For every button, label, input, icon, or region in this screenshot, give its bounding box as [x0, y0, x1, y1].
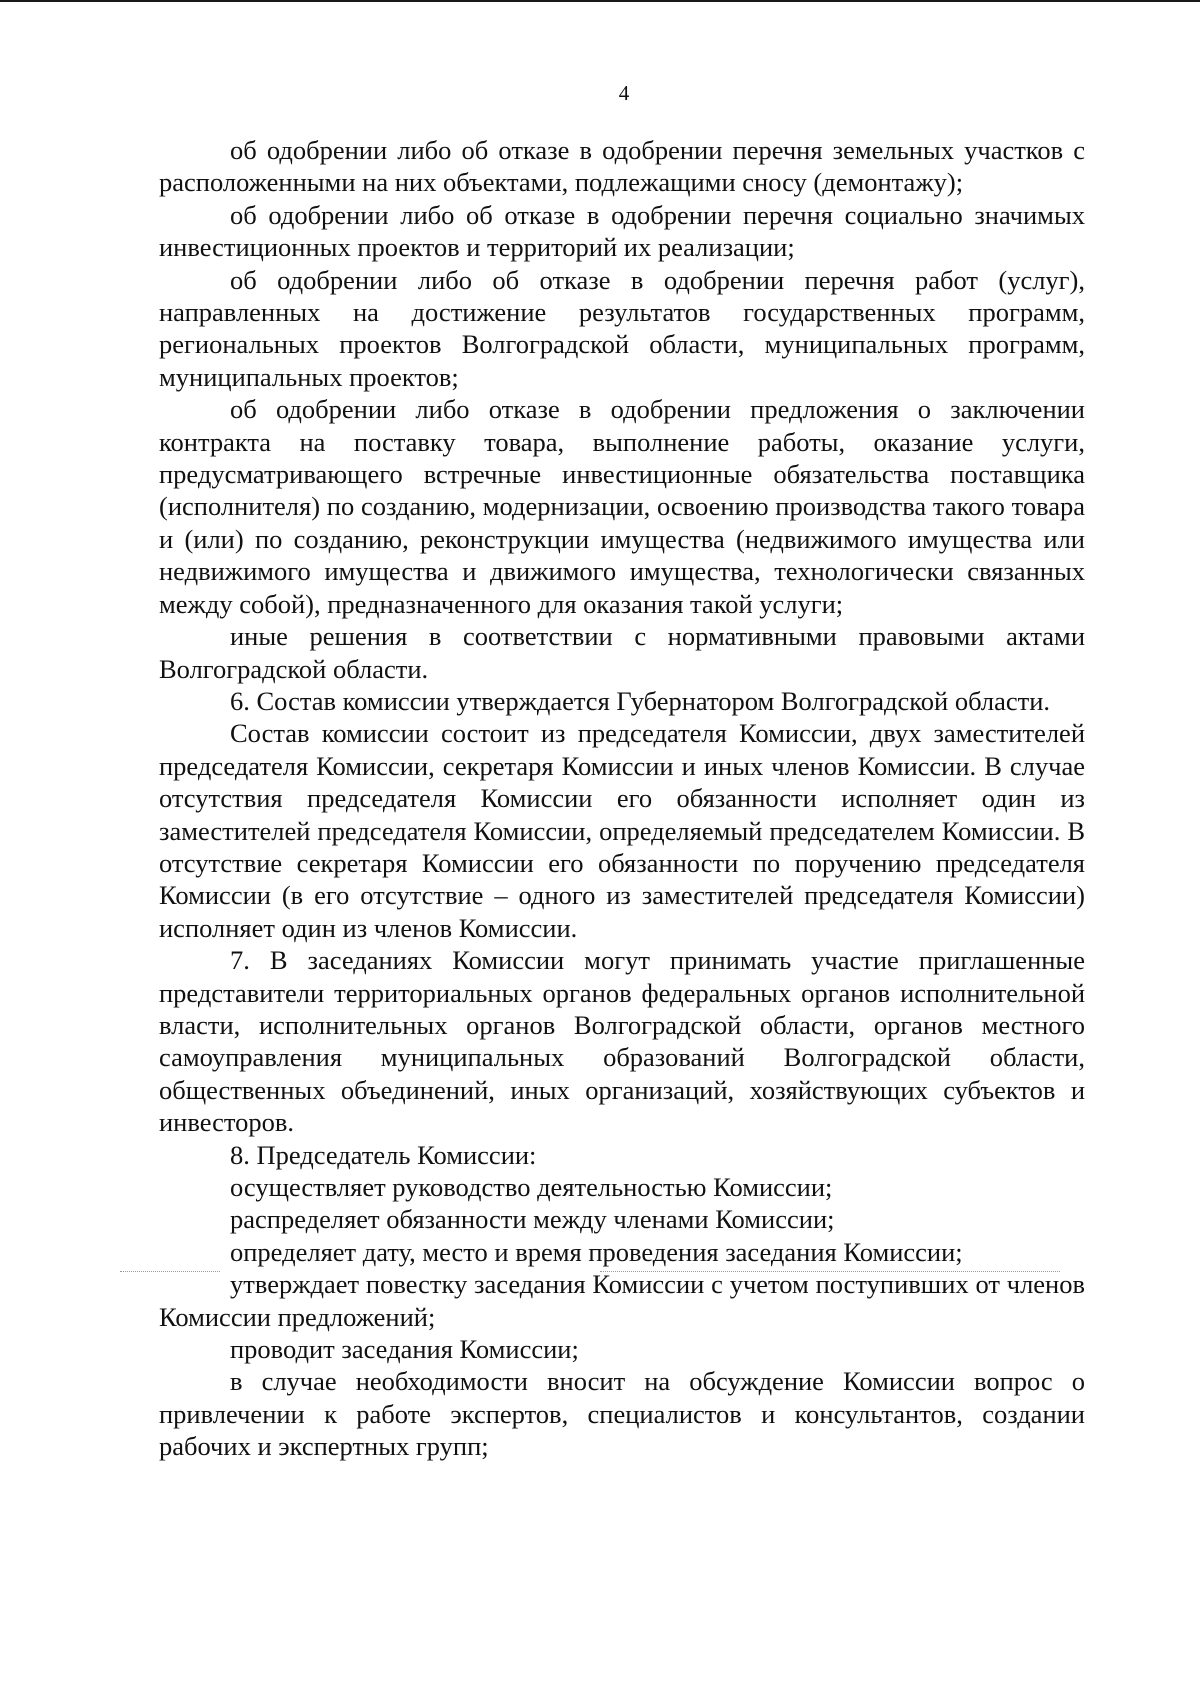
paragraph-section-6: 6. Состав комиссии утверждается Губернатором Волгоградской области. — [230, 685, 1051, 716]
page-number: 4 — [618, 81, 630, 105]
paragraph-land-plots: об одобрении либо об отказе в одобрении перечня земельных участков с расположенными на них объектами, подлежащими сносу (демонтажу); — [159, 135, 1085, 198]
paragraph-commission-composition: Состав комиссии состоит из председателя Комиссии, двух заместителей председателя Комиссии, секретаря Комиссии и иных членов Комиссии. В случае отсутствия председателя Комиссии его обязанности исполняет один из заместителей председателя Комиссии, определяемый председателем Комиссии. В отсутствие секретаря Комиссии его обязанности по поручению председателя Комиссии (в его отсутствие – одного из заместителей председателя Комиссии) исполняет один из членов Комиссии. — [159, 718, 1085, 943]
paragraph-section-8-heading: 8. Председатель Комиссии: — [230, 1139, 537, 1170]
paragraph-duty-agenda: утверждает повестку заседания Комиссии с учетом поступивших от членов Комиссии предложений; — [159, 1269, 1085, 1332]
paragraph-section-7: 7. В заседаниях Комиссии могут принимать участие приглашенные представители территориальных органов федеральных органов исполнительной власти, исполнительных органов Волгоградской области, органов местного самоуправления муниципальных образований Волгоградской области, общественных объединений, иных организаций, хозяйствующих субъектов и инвесторов. — [159, 945, 1085, 1138]
paragraph-social-projects: об одобрении либо об отказе в одобрении перечня социально значимых инвестиционных проектов и территорий их реализации; — [159, 199, 1085, 263]
paragraph-other-decisions: иные решения в соответствии с нормативными правовыми актами Волгоградской области. — [159, 621, 1085, 684]
paragraph-duty-leadership: осуществляет руководство деятельностью Комиссии; — [230, 1172, 833, 1202]
paragraph-duty-meetings: проводит заседания Комиссии; — [230, 1334, 579, 1365]
paragraph-duty-distribution: распределяет обязанности между членами Комиссии; — [230, 1204, 835, 1235]
scan-artifact-left — [120, 1271, 220, 1272]
scan-artifact-right — [600, 1271, 1060, 1272]
paragraph-duty-scheduling: определяет дату, место и время проведения заседания Комиссии; — [230, 1236, 963, 1267]
paragraph-contract-proposal: об одобрении либо отказе в одобрении предложения о заключении контракта на поставку товара, выполнение работы, оказание услуги, предусматривающего встречные инвестиционные обязательства поставщика (исполнителя) по созданию, модернизации, освоению производства такого товара и (или) по созданию, реконструкции имущества (недвижимого имущества или недвижимого имущества и движимого имущества, технологически связанных между собой), предназначенного для оказания такой услуги; — [159, 394, 1085, 619]
paragraph-works-services: об одобрении либо об отказе в одобрении перечня работ (услуг), направленных на достижение результатов государственных программ, региональных проектов Волгоградской области, муниципальных программ, муниципальных проектов; — [159, 264, 1085, 392]
page-top-edge — [0, 0, 1200, 2]
paragraph-duty-experts: в случае необходимости вносит на обсуждение Комиссии вопрос о привлечении к работе экспертов, специалистов и консультантов, создании рабочих и экспертных групп; — [159, 1366, 1085, 1462]
document-body — [159, 134, 1085, 1463]
